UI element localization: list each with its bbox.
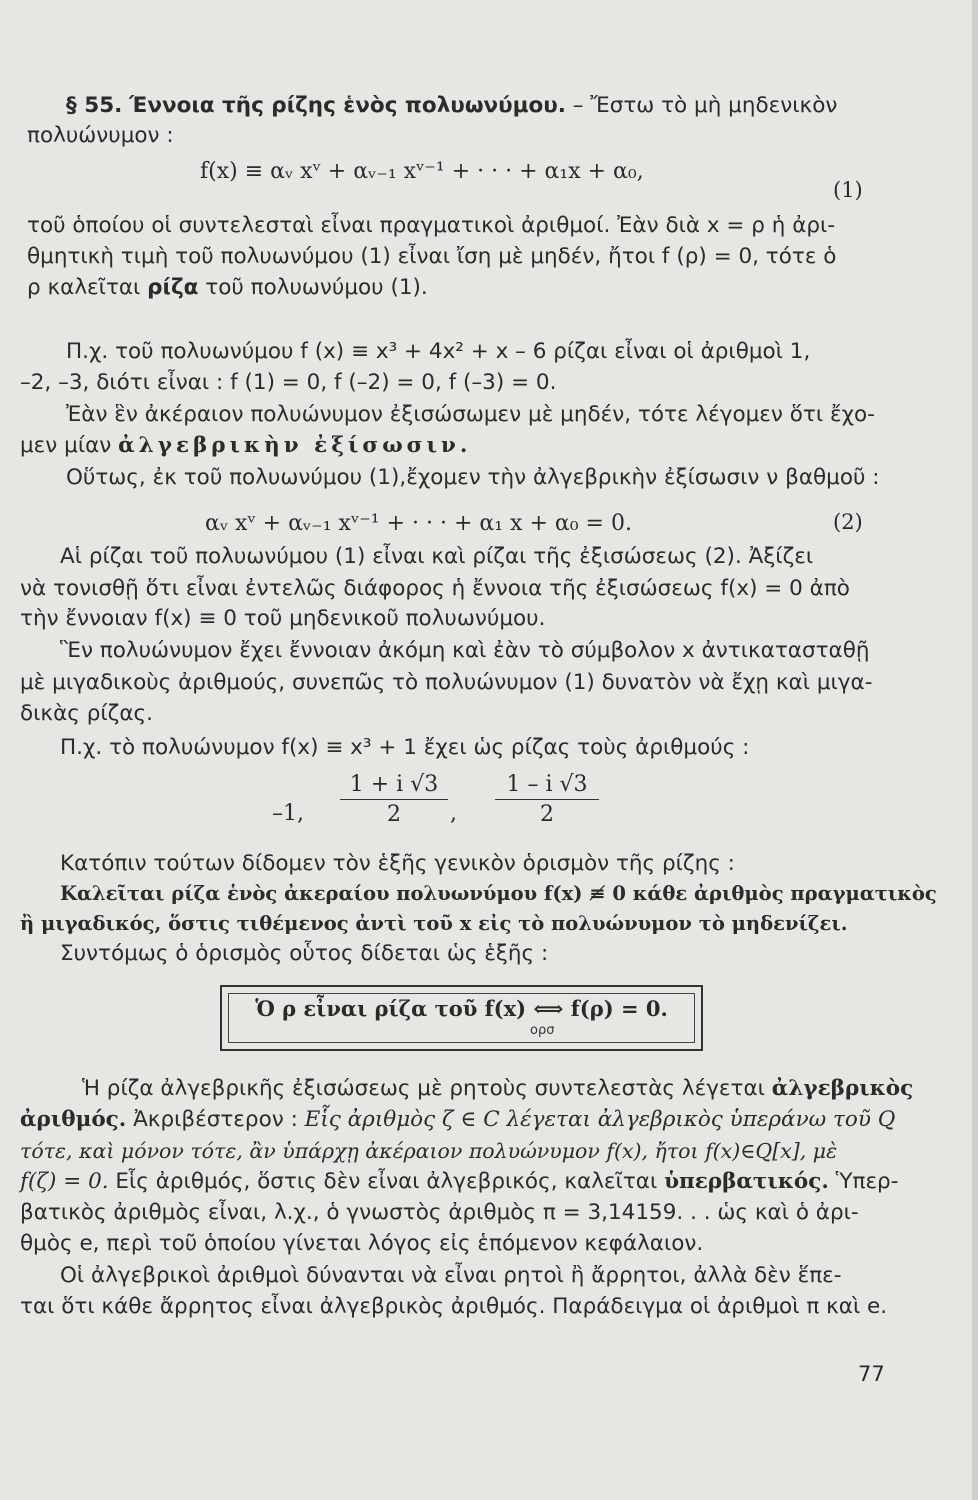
para2-line2 (20, 432, 471, 460)
equation-2-label: (2) (833, 510, 863, 534)
para8-line6: θμὸς e, περὶ τοῦ ὁποίου γίνεται λόγος εἰς ἑπόμενον κεφάλαιον. (20, 1231, 704, 1256)
root-2-bar (340, 799, 448, 800)
term-algebraic-equation: ἀλγεβρικὴν ἐξίσωσιν. (118, 433, 472, 458)
para4-line3: τὴν ἔννοιαν f(x) ≡ 0 τοῦ μηδενικοῦ πολυωνύμου. (20, 606, 546, 631)
page-number: 77 (858, 1362, 885, 1386)
para4-line2: νὰ τονισθῇ ὅτι εἶναι ἐντελῶς διάφορος ἡ ἔννοια τῆς ἐξισώσεως f(x) = 0 ἀπὸ (20, 576, 850, 601)
example1-line2: –2, –3, διότι εἶναι : f (1) = 0, f (–2) = 0, f (–3) = 0. (20, 370, 557, 395)
para2-line2-a: μεν μίαν (20, 433, 119, 458)
para1-line2: θμητικὴ τιμὴ τοῦ πολυωνύμου (1) εἶναι ἴση μὲ μηδέν, ἤτοι f (ρ) = 0, τότε ὁ (27, 244, 837, 269)
para8-line4 (20, 1168, 898, 1196)
definition-line2: ἢ μιγαδικός, ὅστις τιθέμενος ἀντὶ τοῦ x εἰς τὸ πολυώνυμον τὸ μηδενίζει. (20, 912, 848, 935)
definition-box-text: Ὁ ρ εἶναι ρίζα τοῦ f(x) ⟺ f(ρ) = 0. (255, 996, 668, 1021)
para8-line3: τότε, καὶ μόνον τότε, ἂν ὑπάρχῃ ἀκέραιον πολυώνυμον f(x), ἤτοι f(x)∈Q[x], μὲ (20, 1139, 838, 1163)
definition-box-subscript: ορσ (530, 1023, 555, 1038)
equation-2: αᵥ xᵛ + αᵥ₋₁ xᵛ⁻¹ + · · · + α₁ x + α₀ = 0. (205, 511, 632, 536)
para8-line2-italic: Εἷς ἀριθμὸς ζ ∈ C λέγεται ἀλγεβρικὸς ὑπεράνω τοῦ Q (304, 1107, 896, 1132)
para9-line1: Οἱ ἀλγεβρικοὶ ἀριθμοὶ δύνανται νὰ εἶναι ρητοὶ ἢ ἄρρητοι, ἀλλὰ δὲν ἕπε- (60, 1263, 842, 1288)
equation-1: f(x) ≡ αᵥ xᵛ + αᵥ₋₁ xᵛ⁻¹ + · · · + α₁x + α₀, (200, 159, 644, 184)
section-number: § 55. (66, 93, 123, 118)
para5-line2: μὲ μιγαδικοὺς ἀριθμούς, συνεπῶς τὸ πολυώνυμον (1) δυνατὸν νὰ ἔχῃ καὶ μιγα- (20, 670, 873, 695)
intro-line-2: πολυώνυμον : (27, 123, 174, 148)
root-3-denominator: 2 (540, 802, 554, 827)
para5-line3: δικὰς ρίζας. (20, 701, 153, 726)
para2-line1: Ἐὰν ἓν ἀκέραιον πολυώνυμον ἐξισώσωμεν μὲ μηδέν, τότε λέγομεν ὅτι ἔχο- (66, 402, 875, 427)
para8-line2-b: Ἀκριβέστερον : (126, 1107, 305, 1132)
para8-line4-d: Ὑπερ- (828, 1169, 899, 1194)
para6: Κατόπιν τούτων δίδομεν τὸν ἑξῆς γενικὸν ὁρισμὸν τῆς ρίζης : (60, 851, 735, 876)
term-root: ρίζα (147, 275, 199, 300)
para1-line3-c: τοῦ πολυωνύμου (1). (198, 275, 428, 300)
para8-line4-a: f(ζ) = 0. (20, 1169, 109, 1194)
para1-line3-a: ρ καλεῖται (27, 275, 148, 300)
root-3-numerator: 1 – i √3 (506, 772, 588, 797)
root-2-denominator: 2 (387, 802, 401, 827)
para8-line1 (82, 1075, 913, 1103)
root-1: –1, (272, 801, 304, 826)
para8-line5: βατικὸς ἀριθμὸς εἶναι, λ.χ., ὁ γνωστὸς ἀριθμὸς π = 3,14159. . . ὡς καὶ ὁ ἀρι- (20, 1200, 859, 1225)
section-heading (66, 92, 837, 120)
section-intro: – Ἔστω τὸ μὴ μηδενικὸν (565, 93, 838, 118)
root-3-bar (495, 799, 599, 800)
term-algebraic-number: ἀλγεβρικὸς (771, 1076, 914, 1101)
definition-line1: Καλεῖται ρίζα ἑνὸς ἀκεραίου πολυωνύμου f(x) ≢ 0 κάθε ἀριθμὸς πραγματικὸς (60, 882, 937, 905)
para4-line1: Αἱ ρίζαι τοῦ πολυωνύμου (1) εἶναι καὶ ρίζαι τῆς ἐξισώσεως (2). Ἀξίζει (60, 544, 814, 569)
para5-line1: Ἓν πολυώνυμον ἔχει ἔννοιαν ἀκόμη καὶ ἐὰν τὸ σύμβολον x ἀντικατασταθῇ (60, 638, 870, 663)
definition-box (220, 985, 703, 1051)
section-title: Έννοια τῆς ρίζης ἑνὸς πολυωνύμου. (129, 93, 566, 118)
root-separator: , (450, 801, 457, 826)
root-3 (495, 772, 599, 827)
para8-line2 (20, 1106, 895, 1134)
para3: Οὕτως, ἐκ τοῦ πολυωνύμου (1),ἔχομεν τὴν ἀλγεβρικὴν ἐξίσωσιν ν βαθμοῦ : (66, 465, 880, 490)
para1-line3 (27, 274, 428, 302)
para8-line1-a: Ἡ ρίζα ἀλγεβρικῆς ἐξισώσεως μὲ ρητοὺς συντελεστὰς λέγεται (82, 1076, 772, 1101)
page-edge (972, 0, 978, 1500)
term-transcendental: ὑπερβατικός. (664, 1169, 829, 1194)
para8-line4-b: Εἷς ἀριθμός, ὅστις δὲν εἶναι ἀλγεβρικός, καλεῖται (108, 1169, 665, 1194)
example2: Π.χ. τὸ πολυώνυμον f(x) ≡ x³ + 1 ἔχει ὡς ρίζας τοὺς ἀριθμούς : (60, 735, 750, 760)
para7: Συντόμως ὁ ὁρισμὸς οὗτος δίδεται ὡς ἑξῆς : (60, 941, 549, 966)
term-number: ἀριθμός. (20, 1107, 127, 1132)
root-2 (340, 772, 448, 827)
root-2-numerator: 1 + i √3 (349, 772, 439, 797)
para1-line1: τοῦ ὁποίου οἱ συντελεσταὶ εἶναι πραγματικοὶ ἀριθμοί. Ἐὰν διὰ x = ρ ἡ ἀρι- (27, 213, 836, 238)
equation-1-label: (1) (833, 178, 863, 202)
para9-line2: ται ὅτι κάθε ἄρρητος εἶναι ἀλγεβρικὸς ἀριθμός. Παράδειγμα οἱ ἀριθμοὶ π καὶ e. (20, 1294, 888, 1319)
example1-line1: Π.χ. τοῦ πολυωνύμου f (x) ≡ x³ + 4x² + x – 6 ρίζαι εἶναι οἱ ἀριθμοὶ 1, (66, 339, 811, 364)
